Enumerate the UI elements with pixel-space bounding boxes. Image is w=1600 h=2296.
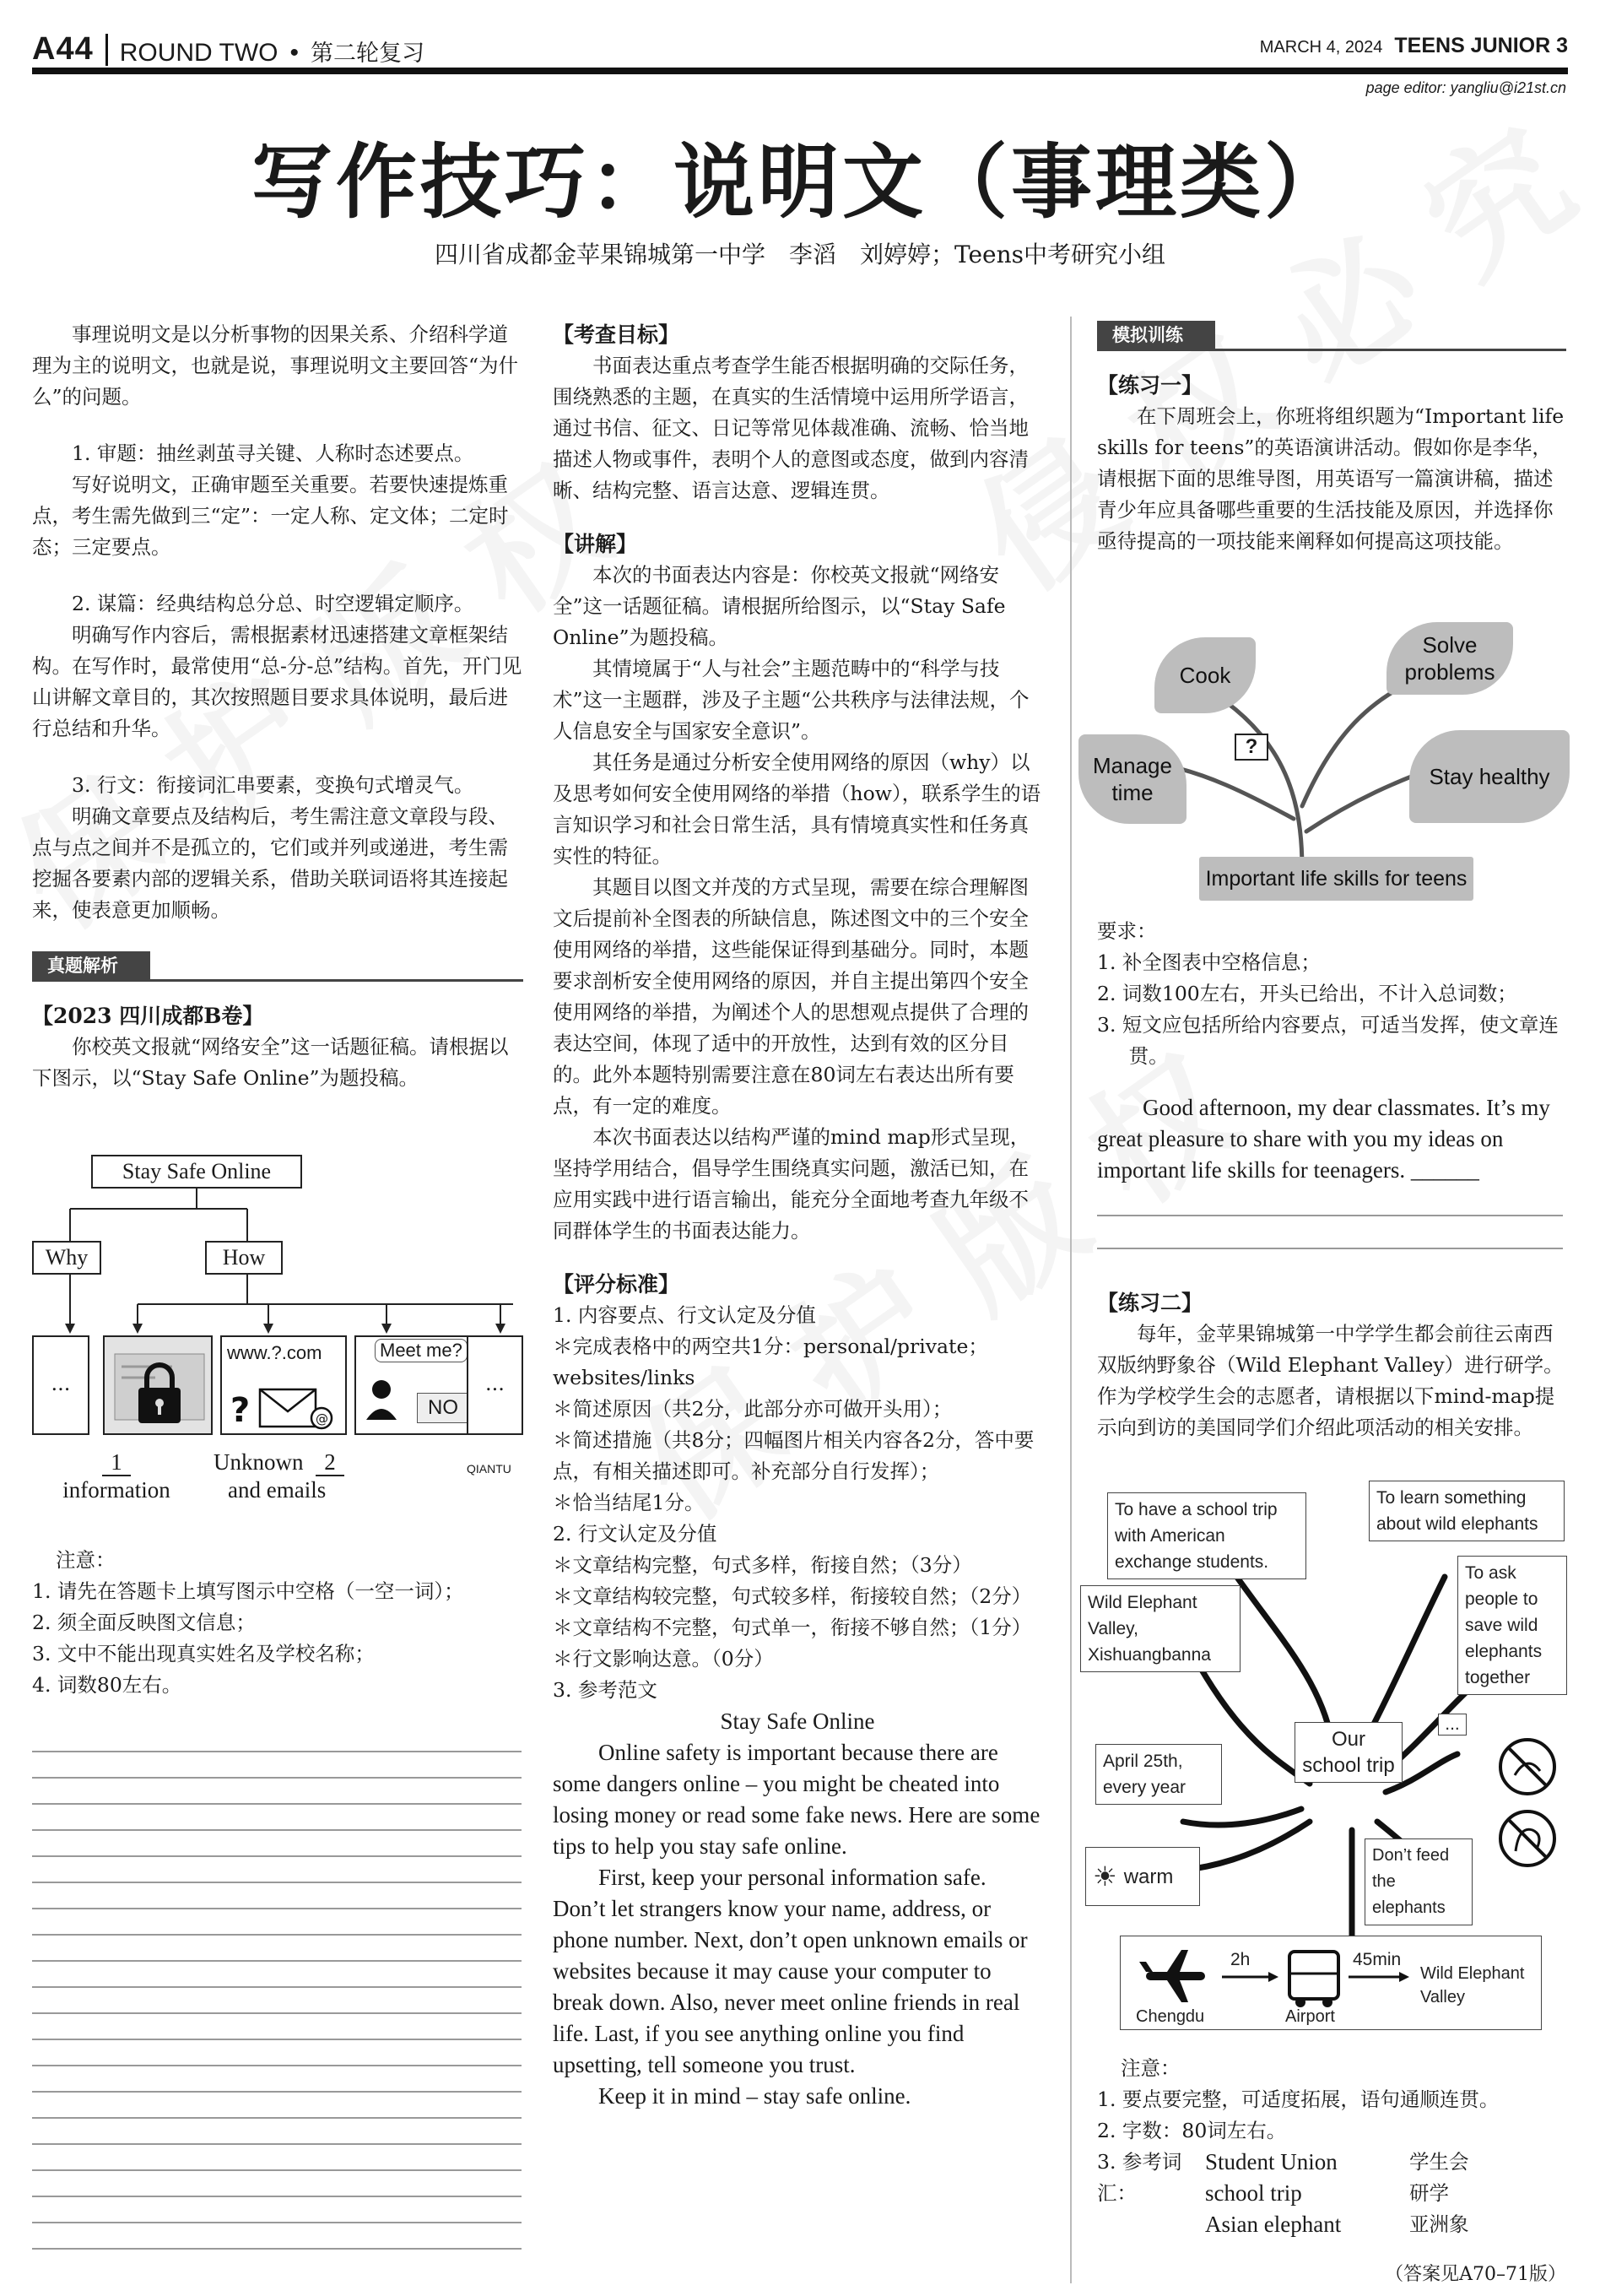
and-emails: and emails [228, 1477, 327, 1503]
explain-p3: 其任务是通过分析安全使用网络的原因（why）以及思考如何安全使用网络的举措（how），联系学生的语言知识学习和社会日常生活，具有情境真实性和任务真实性的特征。 [553, 750, 1041, 868]
vocab-row [1205, 2178, 1469, 2209]
leaf-cook: Cook [1154, 637, 1256, 713]
why-blank-box: ... [32, 1335, 89, 1435]
scoring-item: ＊行文影响达意。（0分） [553, 1647, 774, 1671]
answer-reference: （答案见A70–71版） [1385, 2264, 1566, 2285]
goal-body: 书面表达重点考查学生能否根据明确的交际任务，围绕熟悉的主题，在真实的生活情境中运用所学语言，通过书信、征文、日记等常见体裁准确、流畅、恰当地描述人物或事件，表明个人的意图或态度，做到内容清晰、结构完整、语言达意、逻辑连贯。 [553, 354, 1029, 502]
unknown-word: Unknown [214, 1449, 304, 1475]
note-item: 2. 字数：80词左右。 [1097, 2119, 1287, 2142]
route-time-1: 2h [1230, 1950, 1251, 1969]
route-destination: Wild Elephant Valley [1420, 1964, 1525, 2006]
goal-heading: 【考查目标】 [553, 322, 680, 347]
column-1 [32, 319, 523, 1094]
point-3-body: 明确文章要点及结构后，考生需注意文章段与段、点与点之间并不是孤立的，它们或并列或递进，考生需挖掘各要素内部的逻辑关系，借助关联词语将其连接起来，使表意更加顺畅。 [32, 804, 508, 922]
explain-p4: 其题目以图文并茂的方式呈现，需要在综合理解图文后提前补全图表的所缺信息，陈述图文中的三个安全使用网络的举措，这些能保证得到基础分。同时，本题要求剖析安全使用网络的原因，并自主提出第四个安全使用网络的举措，为阐述个人的思想观点提供了合理的表达空间，体现了适中的开放性，达到有效的区分目的。此外本题特别需要注意在80词左右表达出所有要点，有一定的难度。 [553, 875, 1029, 1118]
leaf-stay-healthy: Stay healthy [1409, 730, 1570, 823]
exercise-1-label: 【练习一】 [1097, 373, 1203, 398]
leaf-solve-problems: Solve problems [1386, 622, 1513, 695]
blank-1-number: 1 [102, 1449, 131, 1476]
header-rule [32, 68, 1568, 74]
essay-paragraph: Keep it in mind – stay safe online. [598, 2083, 911, 2109]
intro-paragraph: 事理说明文是以分析事物的因果关系、介绍科学道理为主的说明文，也就是说，事理说明文主要回答“为什么”的问题。 [32, 322, 519, 409]
weather-label: warm [1123, 1865, 1174, 1888]
route-origin: Chengdu [1136, 2007, 1205, 2026]
exam-prompt: 你校英文报就“网络安全”这一话题征稿。请根据以下图示，以“Stay Safe Online”为题投稿。 [32, 1035, 509, 1090]
note-item: 3. 文中不能出现真实姓名及学校名称； [32, 1642, 375, 1665]
authors: 四川省成都金苹果锦城第一中学 李滔 刘婷婷；Teens中考研究小组 [434, 241, 1166, 268]
point-1-heading: 1. 审题：抽丝剥茧寻关键、人称时态述要点。 [72, 441, 474, 465]
exercise-2 [1097, 1287, 1566, 1443]
exercise-1-requirements [1097, 916, 1566, 1186]
vocab-en: Asian elephant [1205, 2212, 1342, 2237]
map-center: Our school trip [1295, 1722, 1403, 1783]
website-label: www.?.com [227, 1342, 322, 1363]
page-header-right [1260, 34, 1568, 58]
svg-text:?: ? [230, 1391, 251, 1430]
point-2-body: 明确写作内容后，需根据素材迅速搭建文章框架结构。在写作时，最常使用“总-分-总”结构。首先，开门见山讲解文章目的，其次按照题目要求具体说明，最后进行总结和升华。 [32, 623, 522, 740]
sun-icon: ☀ [1093, 1861, 1117, 1892]
blank-2-number: 2 [316, 1449, 344, 1476]
branch-date: April 25th, every year [1095, 1744, 1222, 1805]
section-tag-real-exam [32, 950, 523, 982]
section-name-cn: 第二轮复习 [311, 41, 424, 67]
point-3-heading: 3. 行文：衔接词汇串要素，变换句式增灵气。 [72, 773, 474, 797]
vocab-cn: 学生会 [1409, 2150, 1469, 2174]
vocab-row [1205, 2209, 1469, 2240]
column-3 [1097, 319, 1566, 557]
branch-weather [1085, 1847, 1200, 1906]
req-title: 要求： [1097, 919, 1157, 943]
no-sign: NO [417, 1393, 469, 1423]
branch-learn-elephants: To learn something about wild elephants [1369, 1481, 1565, 1541]
bullet-icon: • [289, 39, 299, 67]
note-item: 1. 请先在答题卡上填写图示中空格（一空一词）； [32, 1579, 464, 1603]
note-item: 4. 词数80左右。 [32, 1673, 182, 1697]
vocab-row [1205, 2147, 1469, 2178]
note-item: 1. 要点要完整，可适度拓展，语句通顺连贯。 [1097, 2088, 1500, 2111]
section-name: ROUND TWO [119, 39, 278, 67]
column-2 [553, 319, 1042, 2112]
point-1-body: 写好说明文，正确审题至关重要。若要快速提炼重点，考生需先做到三“定”：一定人称、定文体；二定时态；三定要点。 [32, 473, 509, 559]
diagram-how: How [205, 1241, 283, 1275]
exercise-1-prompt: 在下周班会上，你班将组织题为“Important life skills for teens”的英语演讲活动。假如你是李华，请根据下面的思维导图，用英语写一篇演讲稿，描述青少年应具备哪些重要的生活技能及原因，并选择你亟待提高的一项技能来阐释如何提高这项技能。 [1097, 404, 1565, 553]
page-editor: page editor: yangliu@i21st.cn [1365, 79, 1566, 96]
vocab-block [1097, 2147, 1566, 2240]
diagram-why: Why [32, 1241, 101, 1275]
branch-location: Wild Elephant Valley, Xishuangbanna [1080, 1585, 1241, 1672]
section-tag-label: 真题解析 [32, 951, 150, 980]
svg-text:@: @ [316, 1411, 328, 1427]
route-airport: Airport [1285, 2007, 1335, 2026]
section-tag-label: 模拟训练 [1097, 321, 1215, 349]
req-item: 1. 补全图表中空格信息； [1097, 950, 1321, 974]
page-header-left [32, 25, 424, 68]
point-2-heading: 2. 谋篇：经典结构总分总、时空逻辑定顺序。 [72, 592, 474, 615]
vocab-label: 3. 参考词汇： [1097, 2150, 1182, 2205]
scoring-item: ＊文章结构不完整，句式单一，衔接不够自然；（1分） [553, 1616, 1032, 1639]
answer-lines [32, 1726, 522, 2250]
exercise-1-answer-lines [1097, 1190, 1563, 1249]
section-tag-practice [1097, 319, 1566, 351]
email-picture [220, 1335, 347, 1435]
scoring-item: ＊完成表格中的两空共1分：personal/private；websites/links [553, 1335, 988, 1389]
route-box [1120, 1936, 1542, 2030]
scoring-item: 3. 参考范文 [553, 1678, 657, 1702]
divider [105, 34, 108, 66]
scoring-heading: 【评分标准】 [553, 1272, 680, 1297]
branch-save-elephants: To ask people to save wild elephants together [1457, 1556, 1567, 1695]
req-item: 2. 词数100左右，开头已给出，不计入总词数； [1097, 982, 1517, 1005]
leaf-manage-time: Manage time [1078, 734, 1186, 824]
vocab-cn: 亚洲象 [1409, 2212, 1469, 2236]
padlock-icon [105, 1337, 213, 1435]
stay-safe-diagram [32, 1148, 523, 1511]
scoring-item: ＊简述原因（共2分，此部分亦可做开头用）； [553, 1397, 953, 1421]
exam-label: 【2023 四川成都B卷】 [32, 1004, 264, 1028]
essay-paragraph: Online safety is important because there are some dangers online – you might be cheated into losing money or read some fake news. Here are some tips to help you stay safe online. [553, 1740, 1041, 1859]
notes-title: 注意： [56, 1548, 116, 1572]
branch-blank: ... [1438, 1714, 1467, 1736]
image-credit: QIANTU [467, 1462, 511, 1476]
blank-1 [74, 1448, 159, 1476]
vocab-en: Student Union [1205, 2149, 1338, 2174]
publication-name: TEENS JUNIOR 3 [1394, 34, 1568, 57]
column-divider [1070, 317, 1072, 2283]
blank-question-mark: ? [1235, 734, 1268, 761]
how-blank-box: ... [467, 1335, 523, 1435]
req-item: 3. 短文应包括所给内容要点，可适当发挥，使文章连贯。 [1097, 1013, 1559, 1068]
no-feeding-sign-icon [1494, 1729, 1561, 1872]
life-skills-tree [1078, 612, 1573, 916]
blank-1-word: information [62, 1477, 170, 1503]
exercise-2-prompt: 每年，金苹果锦城第一中学学生都会前往云南西双版纳野象谷（Wild Elephant Valley）进行研学。作为学校学生会的志愿者，请根据以下mind-map提示向到访的美国同学们介绍此项活动的相关安排。 [1097, 1322, 1564, 1439]
exercise-2-label: 【练习二】 [1097, 1291, 1203, 1315]
note-item: 2. 须全面反映图文信息； [32, 1611, 256, 1634]
explain-p5: 本次书面表达以结构严谨的mind map形式呈现，坚持学用结合，倡导学生围绕真实问题，激活已知，在应用实践中进行语言输出，能充分全面地考查九年级不同群体学生的书面表达能力。 [553, 1125, 1030, 1243]
meet-picture [354, 1335, 481, 1435]
exam-notes [32, 1545, 523, 1701]
essay-paragraph: First, keep your personal information safe. Don’t let strangers know your name, address, or phone number. Next, don’t open unknown emails or websites because it may cause your computer to break down. Also, never meet online friends in real life. Last, if you see anything online you find upsetting, tell someone you trust. [553, 1865, 1028, 2077]
scoring-item: 1. 内容要点、行文认定及分值 [553, 1303, 816, 1327]
explain-heading: 【讲解】 [553, 532, 638, 556]
essay-title: Stay Safe Online [720, 1708, 875, 1734]
notes-title: 注意： [1121, 2056, 1181, 2080]
school-trip-mind-map [1073, 1476, 1573, 2050]
scoring-item: 2. 行文认定及分值 [553, 1522, 717, 1546]
scoring-item: ＊文章结构完整，句式多样，衔接自然；（3分） [553, 1553, 972, 1577]
route-time-2: 45min [1353, 1950, 1402, 1969]
email-icon [222, 1337, 349, 1437]
meet-bubble: Meet me? [375, 1339, 468, 1362]
page-number: A44 [32, 31, 94, 67]
explain-p2: 其情境属于“人与社会”主题范畴中的“科学与技术”这一主题群，涉及子主题“公共秩序与法律法规，个人信息安全与国家安全意识”。 [553, 657, 1030, 743]
issue-date: MARCH 4, 2024 [1259, 38, 1383, 57]
scoring-item: ＊简述措施（共8分；四幅图片相关内容各2分，答中要点，有相关描述即可。补充部分自行发挥）； [553, 1428, 1035, 1483]
page-title: 写作技巧：说明文（事理类） [251, 135, 1349, 230]
branch-exchange-students: To have a school trip with American exchange students. [1107, 1492, 1306, 1579]
diagram-root: Stay Safe Online [91, 1155, 302, 1189]
lock-picture [103, 1335, 213, 1435]
branch-dont-feed: Don’t feed the elephants [1365, 1838, 1473, 1925]
speech-opening: Good afternoon, my dear classmates. It’s my great pleasure to share with you my ideas on important life skills for teenagers. ______ [1097, 1095, 1550, 1183]
vocab-en: school trip [1205, 2180, 1302, 2206]
vocab-cn: 研学 [1409, 2181, 1449, 2205]
scoring-item: ＊恰当结尾1分。 [553, 1491, 705, 1514]
exercise-2-notes [1097, 2053, 1566, 2240]
blank-2-line [214, 1448, 344, 1476]
scoring-item: ＊文章结构较完整，句式较多样，衔接较自然；（2分） [553, 1584, 1032, 1608]
tree-base-label: Important life skills for teens [1199, 857, 1473, 901]
explain-p1: 本次的书面表达内容是：你校英文报就“网络安全”这一话题征稿。请根据所给图示，以“Stay Safe Online”为题投稿。 [553, 563, 1006, 649]
